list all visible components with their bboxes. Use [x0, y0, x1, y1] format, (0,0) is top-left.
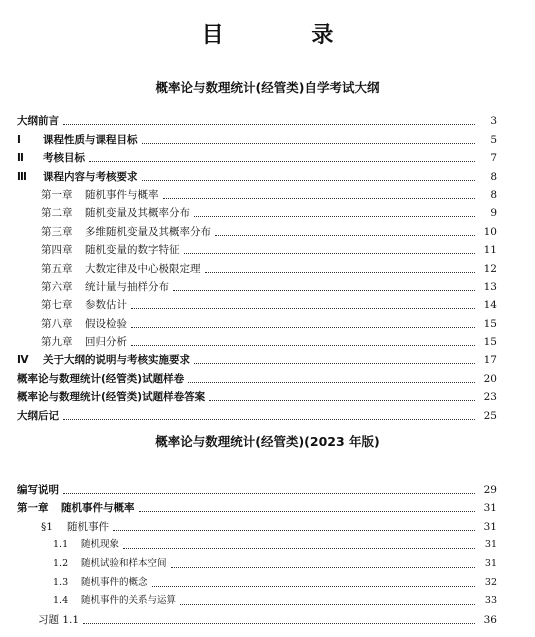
- toc-dot-leader: [89, 160, 475, 162]
- toc-dot-leader: [83, 622, 475, 624]
- toc-dot-leader: [205, 271, 476, 273]
- toc-entry[interactable]: [0, 515, 535, 534]
- toc-entry-page-number: 8: [490, 170, 497, 183]
- toc-entry-marker: 1.4: [53, 595, 69, 607]
- toc-entry-label: 随机事件: [67, 520, 109, 533]
- toc-entry-page-number: 31: [483, 520, 497, 533]
- toc-entry-label: 课程性质与课程目标: [43, 133, 138, 146]
- toc-entry-marker: Ⅱ: [17, 152, 24, 165]
- toc-entry-label: 考核目标: [43, 152, 85, 165]
- toc-entry-title: [17, 372, 184, 386]
- toc-entry-page-number: 12: [483, 262, 497, 275]
- toc-entry-title: [17, 353, 190, 367]
- textbook-heading: 概率论与数理统计(经管类)(2023 年版): [155, 434, 380, 449]
- toc-entry[interactable]: [0, 590, 535, 609]
- toc-entry-page-number: 15: [483, 317, 497, 330]
- toc-entry-marker: Ⅳ: [17, 354, 29, 367]
- toc-entry-label: 多维随机变量及其概率分布: [85, 225, 211, 238]
- toc-dot-leader: [123, 547, 475, 549]
- toc-entry-page-number: 31: [484, 539, 497, 551]
- toc-entry-marker: 第四章: [41, 244, 73, 257]
- toc-dot-leader: [173, 289, 475, 291]
- toc-dot-leader: [131, 326, 475, 328]
- toc-entry-page-number: 20: [483, 372, 497, 385]
- toc-entry-label: 随机事件的概念: [81, 576, 148, 588]
- toc-entry-title: [53, 576, 148, 590]
- toc-entry-marker: 1.1: [53, 539, 69, 551]
- toc-entry[interactable]: [0, 276, 535, 294]
- toc-entry-title: [41, 335, 127, 349]
- toc-dot-leader: [142, 179, 476, 181]
- toc-entry-page-number: 36: [483, 613, 497, 626]
- toc-entry[interactable]: [0, 552, 535, 571]
- toc-entry-marker: 第二章: [41, 207, 73, 220]
- toc-entry[interactable]: [0, 128, 535, 146]
- toc-dot-leader: [131, 307, 475, 309]
- toc-entry-title: [41, 298, 127, 312]
- toc-entry[interactable]: [0, 478, 535, 497]
- toc-entry-page-number: 31: [483, 502, 497, 515]
- toc-entry-marker: 第一章: [17, 502, 49, 515]
- toc-entry-title: [53, 538, 119, 552]
- toc-entry-marker: Ⅰ: [17, 133, 21, 146]
- toc-entry-page-number: 31: [484, 557, 497, 569]
- toc-entry-title: [41, 225, 211, 239]
- toc-entry-marker: 1.3: [53, 576, 69, 588]
- toc-dot-leader: [180, 603, 475, 605]
- toc-entry-page-number: 13: [483, 280, 497, 293]
- toc-entry-title: [17, 409, 59, 423]
- toc-entry[interactable]: [0, 404, 535, 422]
- toc-entry-title: [38, 613, 79, 627]
- toc-entry[interactable]: [0, 184, 535, 202]
- toc-entry-label: 概率论与数理统计(经管类)试题样卷: [17, 372, 185, 385]
- toc-entry-page-number: 33: [484, 595, 497, 607]
- toc-entry[interactable]: [0, 331, 535, 349]
- toc-entry[interactable]: [0, 571, 535, 590]
- toc-entry-label: 概率论与数理统计(经管类)试题样卷答案: [17, 391, 206, 404]
- toc-entry[interactable]: [0, 349, 535, 367]
- toc-entry-title: [53, 594, 176, 608]
- toc-entry-label: 编写说明: [17, 483, 59, 496]
- toc-entry-title: [17, 151, 85, 165]
- toc-entry-label: 随机事件与概率: [85, 188, 159, 201]
- toc-dot-leader: [163, 197, 476, 199]
- toc-entry[interactable]: [0, 165, 535, 183]
- toc-entry-title: [41, 243, 180, 257]
- textbook-toc-list: [0, 478, 535, 627]
- toc-entry-title: [17, 390, 205, 404]
- toc-entry-page-number: 11: [483, 244, 497, 257]
- toc-entry-marker: 第三章: [41, 225, 73, 238]
- toc-entry-label: 随机事件的关系与运算: [81, 595, 177, 607]
- toc-entry-page-number: 15: [483, 336, 497, 349]
- toc-entry[interactable]: [0, 497, 535, 516]
- toc-dot-leader: [63, 492, 475, 494]
- toc-entry-title: [17, 114, 59, 128]
- toc-entry[interactable]: [0, 202, 535, 220]
- toc-dot-leader: [142, 142, 476, 144]
- toc-entry[interactable]: [0, 386, 535, 404]
- toc-entry-title: [41, 520, 109, 534]
- toc-entry-marker: 第九章: [41, 336, 73, 349]
- toc-entry-page-number: 25: [483, 409, 497, 422]
- toc-entry-marker: 第一章: [41, 188, 73, 201]
- toc-entry[interactable]: [0, 534, 535, 553]
- toc-entry[interactable]: [0, 312, 535, 330]
- toc-entry-marker: 1.2: [53, 557, 69, 569]
- toc-entry-marker: §1: [41, 520, 53, 533]
- toc-dot-leader: [63, 418, 475, 420]
- toc-entry-page-number: 14: [483, 299, 497, 312]
- toc-entry-marker: 第八章: [41, 317, 73, 330]
- toc-entry-label: 随机变量的数字特征: [85, 244, 180, 257]
- toc-entry-marker: 第七章: [41, 299, 73, 312]
- toc-entry-label: 大纲前言: [17, 115, 59, 128]
- toc-entry-label: 随机变量及其概率分布: [85, 207, 190, 220]
- outline-toc-list: [0, 110, 535, 423]
- toc-entry-page-number: 17: [483, 354, 497, 367]
- toc-entry-label: 习题 1.1: [38, 613, 80, 626]
- toc-entry-label: 课程内容与考核要求: [43, 170, 138, 183]
- toc-entry-label: 统计量与抽样分布: [85, 280, 169, 293]
- toc-entry-title: [17, 133, 138, 147]
- toc-entry-page-number: 3: [490, 115, 497, 128]
- toc-entry-page-number: 10: [483, 225, 497, 238]
- toc-entry-title: [17, 501, 135, 515]
- toc-entry-title: [17, 170, 138, 184]
- toc-dot-leader: [113, 529, 475, 531]
- toc-entry-page-number: 8: [490, 188, 497, 201]
- toc-dot-leader: [194, 362, 475, 364]
- toc-entry-title: [41, 262, 201, 276]
- toc-entry-page-number: 7: [490, 152, 497, 165]
- toc-entry-title: [17, 483, 59, 497]
- toc-dot-leader: [63, 123, 475, 125]
- page-title: 目 录: [201, 23, 374, 48]
- toc-entry-page-number: 9: [490, 207, 497, 220]
- toc-entry-title: [41, 280, 169, 294]
- toc-dot-leader: [184, 252, 476, 254]
- toc-entry[interactable]: [0, 239, 535, 257]
- toc-entry[interactable]: [0, 220, 535, 238]
- toc-entry-label: 假设检验: [85, 317, 127, 330]
- toc-entry-page-number: 5: [490, 133, 497, 146]
- toc-dot-leader: [188, 381, 475, 383]
- toc-entry[interactable]: [0, 608, 535, 627]
- toc-dot-leader: [131, 344, 475, 346]
- toc-entry-page-number: 32: [484, 576, 497, 588]
- toc-entry-marker: 第六章: [41, 280, 73, 293]
- toc-entry-marker: Ⅲ: [17, 170, 27, 183]
- toc-entry[interactable]: [0, 147, 535, 165]
- toc-entry[interactable]: [0, 110, 535, 128]
- toc-dot-leader: [152, 585, 475, 587]
- toc-entry-title: [53, 557, 167, 571]
- toc-entry-label: 随机试验和样本空间: [81, 557, 167, 569]
- toc-entry-label: 随机事件与概率: [61, 502, 135, 515]
- toc-entry-label: 随机现象: [81, 539, 120, 551]
- toc-entry-page-number: 29: [483, 483, 497, 496]
- toc-entry[interactable]: [0, 294, 535, 312]
- toc-entry-label: 回归分析: [85, 336, 127, 349]
- toc-dot-leader: [139, 510, 476, 512]
- toc-entry-marker: 第五章: [41, 262, 73, 275]
- toc-entry[interactable]: [0, 367, 535, 385]
- toc-dot-leader: [209, 399, 475, 401]
- toc-entry-page-number: 23: [483, 391, 497, 404]
- toc-entry[interactable]: [0, 257, 535, 275]
- toc-entry-title: [41, 188, 159, 202]
- outline-heading: 概率论与数理统计(经管类)自学考试大纲: [155, 80, 380, 95]
- toc-entry-title: [41, 317, 127, 331]
- toc-dot-leader: [171, 566, 475, 568]
- toc-entry-title: [41, 206, 190, 220]
- toc-entry-label: 参数估计: [85, 299, 127, 312]
- toc-entry-label: 大纲后记: [17, 409, 59, 422]
- toc-entry-label: 大数定律及中心极限定理: [85, 262, 201, 275]
- toc-dot-leader: [215, 234, 475, 236]
- toc-dot-leader: [194, 215, 475, 217]
- toc-entry-label: 关于大纲的说明与考核实施要求: [43, 354, 190, 367]
